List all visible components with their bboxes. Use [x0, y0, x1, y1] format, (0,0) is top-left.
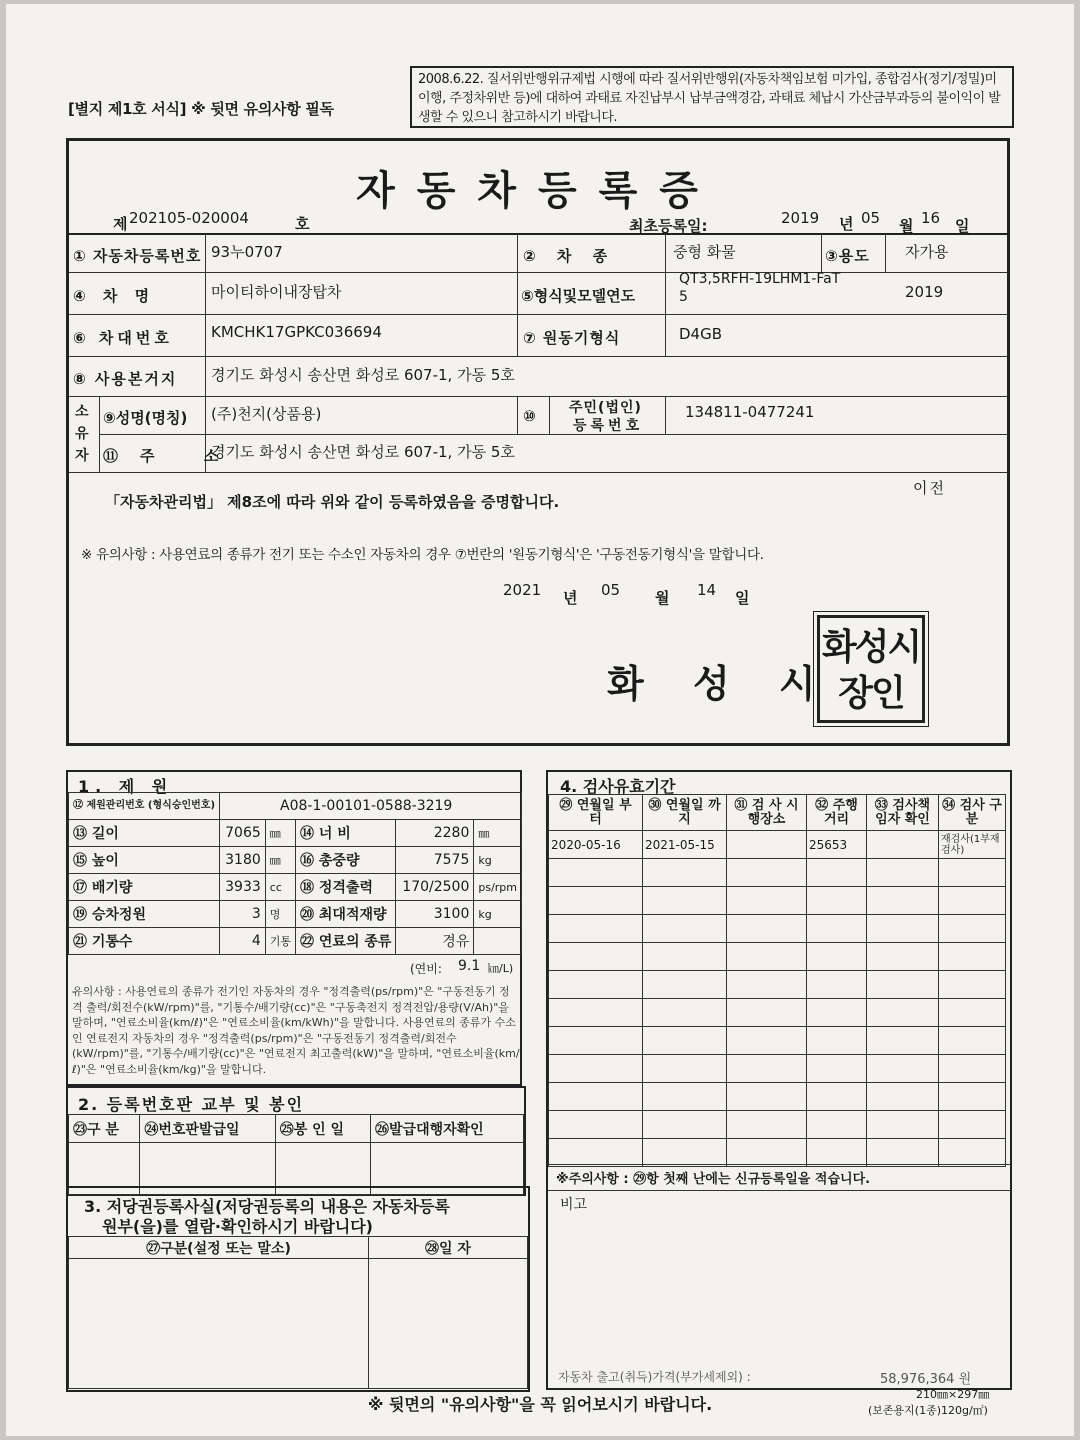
vehicle-type-label: ② 차 종: [523, 247, 616, 265]
spec-note: 유의사항 : 사용연료의 종류가 전기인 자동차의 경우 "정격출력(ps/rpm)"은 "구동전동기 정격 출력/회전수(kW/rpm)"를, "기통수/배기량(cc)"은 "구동축전지 정격전압/용량(V/Ah)"을 말하며, "연료소비율(km/ℓ)"은 "연료소비율(km/kWh)"을 말합니다. 사용연료의 종류가 수소인 연료전지 자동차의 경우 "정격출력(ps/rpm)"은 "구동전동기 정격출력/회전수(kW/rpm)"를, "기통수/배기량(cc)"은 "연료전지 최고출력(kW)"을 말하며, "연료소비율(km/ℓ)"은 "연료소비율(km/kg)"을 말합니다.: [72, 985, 520, 1076]
insp-inspector: [867, 831, 939, 859]
first-reg-month: 05: [861, 209, 881, 227]
spec-row: [69, 928, 522, 955]
owner-address-value: 경기도 화성시 송산면 화성로 607-1, 가동 5호: [211, 443, 515, 461]
spec-label: ⑯ 총중량: [296, 847, 396, 874]
fuel-efficiency-unit: ㎞/L): [488, 962, 514, 975]
reg-no-prefix: 제: [113, 215, 128, 233]
owner-idno-label-2: 등록번호: [573, 418, 644, 434]
cert-no-label: ⑫ 제원관리번호 (형식승인번호): [69, 793, 220, 820]
official-seal: 화성시 장인: [817, 615, 925, 723]
plate-col-agent: ㉖발급대행자확인: [371, 1115, 524, 1143]
paper-size: 210㎜×297㎜: [916, 1388, 990, 1401]
issue-year: 2021: [503, 581, 542, 599]
use-value: 자가용: [905, 243, 949, 261]
plate-col-seal-date: ㉕봉 인 일: [275, 1115, 370, 1143]
owner-idno-label-1: 주민(법인): [569, 400, 642, 416]
first-reg-label: 최초등록일:: [629, 217, 708, 235]
plate-title: 2. 등록번호판 교부 및 봉인: [78, 1095, 305, 1114]
spec-value: 170/2500: [396, 874, 474, 901]
spec-title: 1. 제 원: [78, 777, 174, 796]
spec-unit: 명: [265, 901, 295, 928]
model-year-value: 2019: [905, 283, 944, 301]
spec-value: 경유: [396, 928, 474, 955]
plate-col-issue-date: ㉔번호판발급일: [140, 1115, 275, 1143]
mortgage-title-line1: 3. 저당권등록사실(저당권등록의 내용은 자동차등록: [84, 1197, 450, 1216]
spec-unit: ps/rpm: [474, 874, 522, 901]
spec-value: 4: [220, 928, 266, 955]
spec-label: ⑮ 높이: [69, 847, 220, 874]
certification-statement: 「자동차관리법」 제8조에 따라 위와 같이 등록하였음을 증명합니다.: [105, 493, 560, 511]
spec-label: ⑬ 길이: [69, 820, 220, 847]
row-base-location: [69, 357, 1009, 397]
price-value: 58,976,364 원: [880, 1372, 972, 1387]
spec-label: ⑲ 승차정원: [69, 901, 220, 928]
registration-fields: [69, 233, 1009, 465]
insp-col-to: ㉚ 연월일 까 지: [643, 795, 727, 831]
fuel-efficiency-label: (연비:: [410, 962, 442, 976]
document-title: 자동차등록증: [356, 167, 720, 214]
first-reg-year: 2019: [781, 209, 820, 227]
vehicle-name-label: ④ 차 명: [73, 287, 156, 305]
spec-row: [69, 847, 522, 874]
insp-col-kind: ㉞ 검사 구분: [939, 795, 1006, 831]
inspection-row: [549, 831, 1006, 859]
spec-label: ⑰ 배기량: [69, 874, 220, 901]
row-vehicle-name: [69, 273, 1009, 315]
spec-label: ⑱ 정격출력: [296, 874, 396, 901]
model-value-line1: QT3,5RFH-19LHM1-FaT: [679, 271, 841, 287]
engine-value: D4GB: [679, 325, 723, 343]
price-label: 자동차 출고(취득)가격(부가세제외) :: [558, 1370, 751, 1384]
spec-label: ⑳ 최대적재량: [296, 901, 396, 928]
mortgage-section: [66, 1186, 530, 1392]
spec-unit: ㎜: [265, 820, 295, 847]
mortgage-title-line2: 원부(을)를 열람·확인하시기 바랍니다): [102, 1217, 373, 1236]
owner-address-label: ⑪주 소: [103, 447, 241, 465]
spec-unit: 기통: [265, 928, 295, 955]
model-label: ⑤형식및모델연도: [521, 287, 636, 305]
issuer-name: 화 성 시: [607, 661, 834, 706]
plate-section: [66, 1086, 526, 1196]
inspection-section: [546, 770, 1012, 1390]
paper-type: (보존용지(1종)120g/㎡): [868, 1404, 988, 1417]
spec-value: 3: [220, 901, 266, 928]
reg-no-suffix: 호: [295, 215, 310, 233]
spec-row: [69, 874, 522, 901]
insp-col-from: ㉙ 연월일 부 터: [549, 795, 643, 831]
spec-value: 3933: [220, 874, 266, 901]
first-reg-day-unit: 일: [955, 217, 970, 235]
fuel-efficiency-value: 9.1: [458, 958, 481, 974]
owner-label: 소유자: [75, 404, 90, 464]
owner-block: [69, 397, 1009, 473]
vin-value: KMCHK17GPKC036694: [211, 323, 382, 341]
first-reg-day: 16: [921, 209, 941, 227]
reg-no-label: ① 자동차등록번호: [73, 247, 202, 265]
spec-table: [68, 792, 522, 955]
reg-serial-number: 202105-020004: [129, 209, 249, 227]
row-vin: [69, 315, 1009, 357]
owner-idno-label-no: ⑩: [523, 407, 537, 425]
spec-unit: kg: [474, 847, 522, 874]
spec-row: [69, 820, 522, 847]
mortgage-col-kind: ㉗구분(설정 또는 말소): [69, 1237, 369, 1259]
issue-month-unit: 월: [655, 589, 670, 607]
spec-unit: cc: [265, 874, 295, 901]
inspection-title: 4. 검사유효기간: [560, 777, 676, 796]
issue-month: 05: [601, 581, 621, 599]
penalty-notice: 2008.6.22. 질서위반행위규제법 시행에 따라 질서위반행위(자동차책임보험 미가입, 종합검사(정기/정밀)미이행, 주정차위반 등)에 대하여 과태료 자진납부시 납부금액경감, 과태료 체납시 가산금부과등의 불이익이 발생할 수 있으니 참고하시기 바랍니다.: [410, 66, 1014, 128]
reg-no-value: 93누0707: [211, 243, 283, 261]
remark-label: 비고: [560, 1197, 588, 1213]
model-value-line2: 5: [679, 289, 688, 305]
base-location-label: ⑧ 사용본거지: [73, 370, 178, 388]
registration-card: [66, 138, 1010, 746]
transfer-note: 이전: [913, 479, 946, 497]
base-location-value: 경기도 화성시 송산면 화성로 607-1, 가동 5호: [211, 366, 515, 384]
spec-label: ⑭ 너 비: [296, 820, 396, 847]
mortgage-col-date: ㉘일 자: [369, 1237, 528, 1259]
mortgage-table: [68, 1236, 528, 1389]
engine-label: ⑦ 원동기형식: [523, 329, 621, 347]
owner-name-value: (주)천지(상품용): [211, 405, 322, 423]
spec-unit: ㎜: [474, 820, 522, 847]
first-reg-year-unit: 년: [839, 215, 854, 233]
insp-kind: 재검사(1부재검사): [939, 831, 1006, 859]
inspection-table: [548, 794, 1006, 1167]
form-label: [별지 제1호 서식] ※ 뒷면 유의사항 필독: [68, 100, 334, 118]
issue-day-unit: 일: [735, 589, 750, 607]
first-reg-month-unit: 월: [899, 217, 914, 235]
insp-to: 2021-05-15: [643, 831, 727, 859]
spec-unit: [474, 928, 522, 955]
electric-caution: ※ 유의사항 : 사용연료의 종류가 전기 또는 수소인 자동차의 경우 ⑦번란의 '원동기형식'은 '구동전동기형식'을 말합니다.: [81, 547, 764, 563]
insp-place: [727, 831, 807, 859]
spec-label: ㉑ 기통수: [69, 928, 220, 955]
issue-day: 14: [697, 581, 717, 599]
spec-value: 7065: [220, 820, 266, 847]
cert-no-value: A08-1-00101-0588-3219: [220, 793, 522, 820]
inspection-note: ※주의사항 : ㉙항 첫째 난에는 신규등록일을 적습니다.: [556, 1172, 871, 1187]
spec-value: 7575: [396, 847, 474, 874]
spec-label: ㉒ 연료의 종류: [296, 928, 396, 955]
document-paper: [6, 4, 1074, 1436]
insp-col-inspector: ㉝ 검사책임자 확인: [867, 795, 939, 831]
vin-label: ⑥ 차대번호: [73, 329, 173, 347]
issue-year-unit: 년: [563, 589, 578, 607]
insp-mileage: 25653: [807, 831, 867, 859]
spec-section: [66, 770, 522, 1086]
footer-notice: ※ 뒷면의 "유의사항"을 꼭 읽어보시기 바랍니다.: [367, 1395, 713, 1414]
plate-table: [68, 1114, 524, 1195]
spec-unit: ㎜: [265, 847, 295, 874]
owner-idno-value: 134811-0477241: [685, 403, 815, 421]
spec-value: 3100: [396, 901, 474, 928]
plate-col-kind: ㉓구 분: [69, 1115, 140, 1143]
owner-name-label: ⑨성명(명칭): [103, 409, 188, 427]
vehicle-type-value: 중형 화물: [673, 243, 736, 261]
use-label: ③용도: [825, 247, 870, 265]
spec-unit: kg: [474, 901, 522, 928]
row-reg-no: [69, 235, 1009, 273]
spec-value: 3180: [220, 847, 266, 874]
insp-col-mileage: ㉜ 주행 거리: [807, 795, 867, 831]
insp-from: 2020-05-16: [549, 831, 643, 859]
insp-col-place: ㉛ 검 사 시행장소: [727, 795, 807, 831]
vehicle-name-value: 마이티하이내장탑차: [211, 283, 342, 301]
spec-row: [69, 901, 522, 928]
spec-value: 2280: [396, 820, 474, 847]
